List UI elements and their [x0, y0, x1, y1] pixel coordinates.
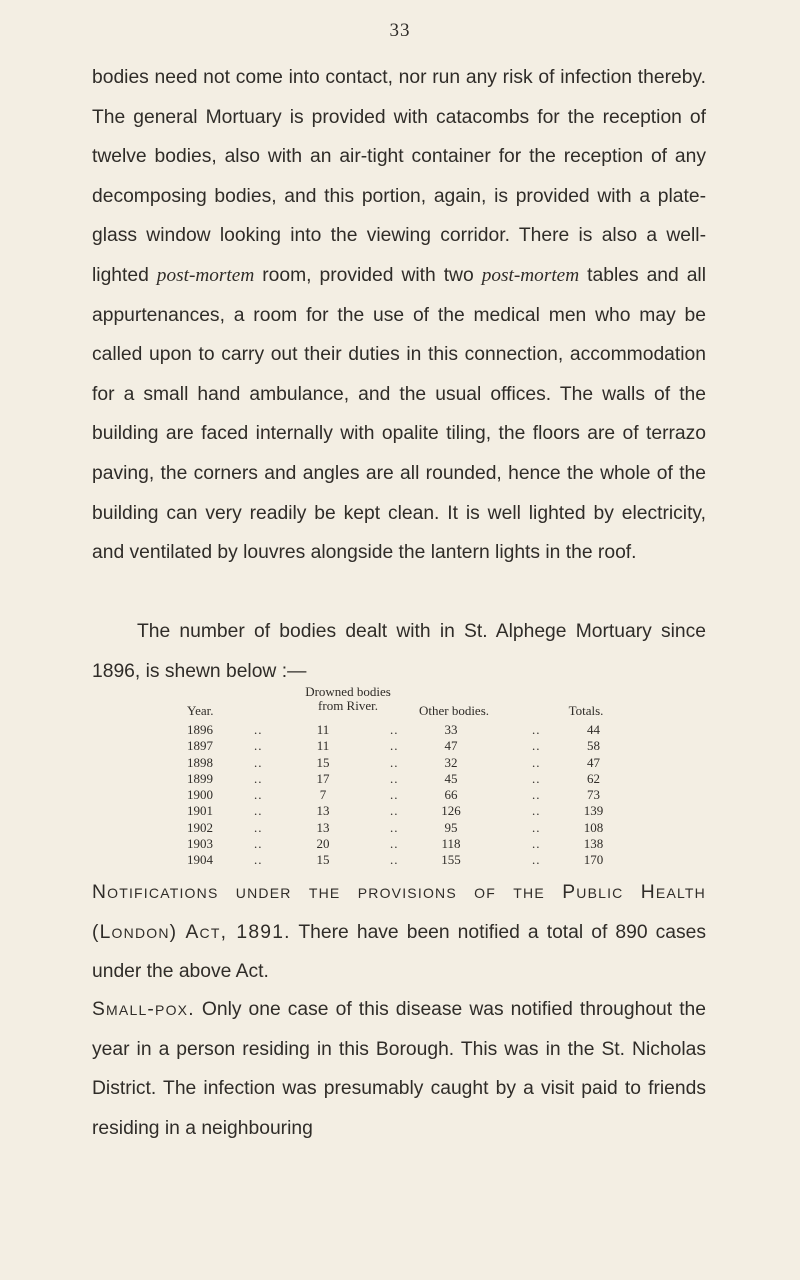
dot-leader: ..	[532, 754, 541, 770]
paragraph-notifications	[92, 873, 706, 992]
cell-other: 66	[444, 787, 458, 803]
cell-total: 139	[583, 803, 604, 819]
table-header	[186, 684, 626, 722]
dot-leader: ..	[390, 770, 399, 786]
cell-year: 1902	[187, 819, 213, 835]
table-row	[186, 836, 626, 852]
dot-leader: ..	[254, 819, 263, 835]
table-row	[186, 722, 626, 738]
cell-drowned: 15	[316, 852, 330, 868]
cell-other: 118	[441, 836, 461, 852]
dot-leader: ..	[390, 836, 399, 852]
column-header-year: Year.	[187, 703, 214, 718]
paragraph-text: room, provided with two	[254, 264, 482, 286]
cell-year: 1899	[187, 770, 213, 786]
cell-drowned: 13	[316, 803, 330, 819]
paragraph-table-intro: The number of bodies dealt with in St. Alphege Mortuary since 1896, is shewn below :—	[92, 621, 706, 682]
cell-total: 170	[583, 852, 604, 868]
table-row	[186, 852, 626, 868]
column-header-drowned-line2: from River.	[318, 698, 378, 713]
cell-other: 95	[444, 819, 458, 835]
cell-drowned: 7	[319, 787, 327, 803]
column-header-other: Other bodies.	[418, 703, 490, 718]
dot-leader: ..	[532, 770, 541, 786]
cell-other: 126	[441, 803, 461, 819]
cell-year: 1904	[187, 852, 213, 868]
cell-drowned: 17	[316, 770, 330, 786]
dot-leader: ..	[254, 803, 263, 819]
dot-leader: ..	[254, 787, 263, 803]
paragraph-text: bodies need not come into contact, nor run any risk of infection thereby. The general Mortuary is provided with catacombs for the reception of twelve bodies, also with an air-tight container for the reception of any decomposing bodies, and this portion, again, is provided with a plate-glass window looking into the viewing corridor. There is also a well-lighted	[92, 67, 706, 286]
table-row	[186, 771, 626, 787]
italic-term: post-mortem	[156, 264, 255, 286]
dot-leader: ..	[390, 754, 399, 770]
cell-other: 32	[444, 754, 458, 770]
table-row	[186, 820, 626, 836]
dot-leader: ..	[532, 819, 541, 835]
cell-drowned: 11	[316, 738, 330, 754]
dot-leader: ..	[390, 803, 399, 819]
cell-year: 1900	[187, 787, 213, 803]
cell-total: 44	[587, 722, 600, 737]
dot-leader: ..	[532, 803, 541, 819]
page-number: 33	[389, 20, 411, 41]
cell-total: 138	[583, 836, 604, 852]
column-header-drowned-line1: Drowned bodies	[305, 684, 391, 699]
dot-leader: ..	[532, 787, 541, 803]
table-row	[186, 738, 626, 754]
dot-leader: ..	[390, 787, 399, 803]
cell-total: 108	[583, 819, 604, 835]
cell-total: 47	[587, 754, 600, 770]
paragraph-text: Only one case of this disease was notified throughout the year in a person residing in this Borough. This was in the St. Nicholas District. The infection was presumably caught by a visit paid to friends residing in a neighbouring	[92, 999, 706, 1139]
dot-leader: ..	[254, 722, 263, 737]
cell-year: 1897	[187, 738, 213, 754]
dot-leader: ..	[254, 754, 263, 770]
section-heading: Small-pox.	[92, 999, 195, 1020]
dot-leader: ..	[390, 819, 399, 835]
cell-other: 47	[444, 738, 458, 754]
cell-total: 58	[587, 738, 600, 754]
cell-total: 73	[587, 787, 600, 803]
column-header-totals: Totals.	[568, 703, 604, 718]
dot-leader: ..	[532, 852, 541, 868]
cell-year: 1898	[187, 754, 213, 770]
dot-leader: ..	[254, 836, 263, 852]
dot-leader: ..	[254, 770, 263, 786]
dot-leader: ..	[390, 738, 399, 754]
table-row	[186, 755, 626, 771]
dot-leader: ..	[254, 852, 263, 868]
cell-year: 1901	[187, 803, 213, 819]
column-header-drowned	[278, 685, 418, 713]
table-row	[186, 803, 626, 819]
paragraph-mortuary-description	[92, 58, 706, 573]
cell-year: 1903	[187, 836, 213, 852]
dot-leader: ..	[390, 722, 399, 737]
cell-other: 155	[441, 852, 461, 868]
table-body	[186, 722, 626, 869]
paragraph-text: There have been notified a total of 890 cases under the above Act.	[92, 921, 706, 983]
paragraph-text: tables and all appurtenances, a room for the use of the medical men who may be called upon to carry out their duties in this connection, accommodation for a small hand ambulance, and the usual offices. The walls of the building are faced internally with opalite tiling, the floors are of terrazo paving, the corners and angles are all rounded, hence the whole of the building can very readily be kept clean. It is well lighted by electricity, and ventilated by louvres alongside the lantern lights in the roof.	[92, 264, 706, 564]
dot-leader: ..	[390, 852, 399, 868]
cell-other: 45	[444, 770, 458, 786]
dot-leader: ..	[532, 738, 541, 754]
mortuary-bodies-table	[186, 684, 626, 869]
dot-leader: ..	[254, 738, 263, 754]
cell-drowned: 11	[316, 722, 330, 737]
cell-total: 62	[587, 770, 600, 786]
cell-year: 1896	[187, 722, 213, 737]
paragraph-small-pox	[92, 990, 706, 1148]
dot-leader: ..	[532, 836, 541, 852]
cell-drowned: 13	[316, 819, 330, 835]
italic-term: post-mortem	[481, 264, 580, 286]
cell-drowned: 15	[316, 754, 330, 770]
cell-drowned: 20	[316, 836, 330, 852]
table-row	[186, 787, 626, 803]
dot-leader: ..	[532, 722, 541, 737]
cell-other: 33	[444, 722, 458, 737]
section-heading: Notifications under the provisions of the Public Health (London) Act, 1891.	[92, 882, 706, 943]
